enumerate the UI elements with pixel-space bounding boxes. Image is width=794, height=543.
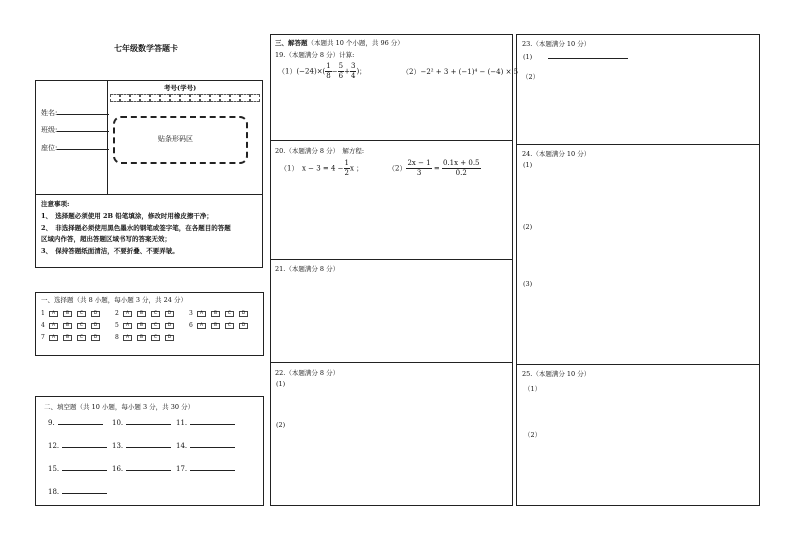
q23-part-label: （2） — [522, 73, 540, 81]
fill-item[interactable] — [176, 420, 235, 427]
student-field-name[interactable]: 姓名: — [41, 110, 109, 117]
q25-part-label: （2） — [524, 431, 542, 439]
q20-title: 20.（本题满分 8 分） 解方程: — [275, 147, 365, 155]
q22-title: 22.（本题满分 8 分） — [275, 369, 340, 377]
exam-number-cell[interactable] — [170, 94, 180, 102]
choice-question-number: 1 — [41, 310, 45, 317]
divider-24-25 — [516, 364, 760, 365]
choice-bubble-b[interactable]: B — [63, 311, 72, 317]
choice-bubble-c[interactable]: C — [77, 335, 86, 341]
student-field-class[interactable]: 班级: — [41, 127, 109, 134]
fill-answer-blank[interactable] — [62, 470, 107, 471]
choice-question-number: 2 — [115, 310, 119, 317]
choice-question-number: 5 — [115, 322, 119, 329]
choice-bubble-b[interactable]: B — [137, 335, 146, 341]
fill-item-number: 10. — [112, 419, 124, 427]
fill-item-number: 15. — [48, 465, 60, 473]
fill-item[interactable] — [112, 420, 171, 427]
exam-number-cell[interactable] — [160, 94, 170, 102]
choice-bubble-a[interactable]: A — [49, 311, 58, 317]
q20-part2: （2） $\frac{2x - 1}{3}$ = $\frac{0.1x + 0.5}{0.2}$ — [388, 159, 480, 177]
choice-bubble-d[interactable]: D — [239, 323, 248, 329]
q23-title: 23.（本题满分 10 分） — [522, 40, 591, 48]
answer-section-right — [516, 34, 760, 506]
choice-question-number: 7 — [41, 334, 45, 341]
exam-number-cell[interactable] — [230, 94, 240, 102]
choice-bubble-a[interactable]: A — [123, 335, 132, 341]
choice-bubble-b[interactable]: B — [211, 311, 220, 317]
exam-number-cell[interactable] — [200, 94, 210, 102]
choice-question-number: 8 — [115, 334, 119, 341]
q22-part-label: (2) — [276, 421, 286, 429]
fill-item[interactable] — [48, 420, 103, 427]
exam-number-cell[interactable] — [150, 94, 160, 102]
q24-title: 24.（本题满分 10 分） — [522, 150, 591, 158]
choice-bubble-b[interactable]: B — [63, 323, 72, 329]
notes-heading: 注意事项: — [41, 200, 70, 208]
info-divider-h — [35, 194, 263, 195]
student-field-seat[interactable]: 座位: — [41, 145, 109, 152]
choice-bubble-c[interactable]: C — [151, 323, 160, 329]
fill-item-number: 14. — [176, 442, 188, 450]
choice-bubble-d[interactable]: D — [165, 335, 174, 341]
choice-bubble-d[interactable]: D — [91, 311, 100, 317]
exam-number-cell[interactable] — [210, 94, 220, 102]
choice-bubble-c[interactable]: C — [225, 323, 234, 329]
divider-23-24 — [516, 144, 760, 145]
choice-bubble-d[interactable]: D — [165, 311, 174, 317]
fill-item-number: 18. — [48, 488, 60, 496]
choice-bubble-a[interactable]: A — [123, 323, 132, 329]
q19-title: 19.（本题满分 8 分）计算: — [275, 51, 355, 59]
exam-number-cell[interactable] — [110, 94, 120, 102]
class-blank[interactable] — [57, 131, 109, 132]
barcode-label: 贴条形码区 — [158, 135, 193, 143]
divider-19-20 — [270, 140, 513, 141]
choice-bubble-b[interactable]: B — [137, 323, 146, 329]
exam-number-cell[interactable] — [190, 94, 200, 102]
exam-number-cell[interactable] — [240, 94, 250, 102]
fill-answer-blank[interactable] — [190, 470, 235, 471]
choice-question-number: 4 — [41, 322, 45, 329]
exam-number-label: 考号(学号) — [164, 84, 197, 92]
fill-answer-area[interactable] — [40, 415, 260, 505]
choice-bubble-b[interactable]: B — [63, 335, 72, 341]
fill-item-number: 16. — [112, 465, 124, 473]
choice-bubble-c[interactable]: C — [77, 311, 86, 317]
q25-part-label: （1） — [524, 385, 542, 393]
choice-bubble-c[interactable]: C — [151, 335, 160, 341]
exam-number-cell[interactable] — [130, 94, 140, 102]
exam-number-cell[interactable] — [140, 94, 150, 102]
fill-answer-blank[interactable] — [126, 470, 171, 471]
note-item: 2、 非选择题必须使用黑色墨水的钢笔或签字笔，在各题目的答题 — [41, 224, 231, 232]
note-item: 1、 选择题必须使用 2B 铅笔填涂，修改时用橡皮擦干净； — [41, 212, 213, 220]
choice-bubble-b[interactable]: B — [137, 311, 146, 317]
q19-part2: （2）−2² + 3 + (−1)⁴ − (−4) × 5 — [402, 68, 519, 76]
q19-part1: （1）(−24)×( $\frac{1}{8}$ − $\frac{5}{6}$ + $\frac{3}{4}$ )； — [278, 62, 367, 80]
fill-item[interactable] — [112, 443, 171, 450]
name-blank[interactable] — [57, 114, 109, 115]
section3-heading: 三、解答题（本题共 10 个小题，共 96 分） — [275, 39, 404, 47]
q23-answer-blank[interactable] — [548, 58, 628, 59]
exam-number-cell[interactable] — [250, 94, 260, 102]
fill-answer-blank[interactable] — [190, 424, 235, 425]
seat-blank[interactable] — [57, 149, 109, 150]
q25-title: 25.（本题满分 10 分） — [522, 370, 591, 378]
choice-question-number: 3 — [189, 310, 193, 317]
choice-bubble-c[interactable]: C — [77, 323, 86, 329]
fill-answer-blank[interactable] — [58, 424, 103, 425]
choice-bubble-c[interactable]: C — [151, 311, 160, 317]
note-item: 3、 保持答题纸面清洁，不要折叠、不要弄皱。 — [41, 247, 179, 255]
choice-question-number: 6 — [189, 322, 193, 329]
choice-heading: 一、选择题（共 8 小题，每小题 3 分，共 24 分） — [41, 296, 187, 304]
info-divider-v — [107, 80, 108, 194]
fill-item[interactable] — [48, 466, 107, 473]
q23-part-label: (1) — [523, 54, 628, 61]
fill-item-number: 17. — [176, 465, 188, 473]
fill-answer-blank[interactable] — [62, 493, 107, 494]
note-item: 区域内作答，超出答题区域书写的答案无效； — [41, 235, 171, 243]
q24-part-label: (3) — [523, 280, 533, 288]
fill-answer-blank[interactable] — [190, 447, 235, 448]
page-title: 七年级数学答题卡 — [114, 43, 178, 53]
q24-part-label: (1) — [523, 161, 533, 169]
fill-answer-blank[interactable] — [62, 447, 107, 448]
choice-bubble-c[interactable]: C — [225, 311, 234, 317]
fill-item-number: 9. — [48, 419, 55, 427]
choice-bubble-d[interactable]: D — [165, 323, 174, 329]
fill-heading: 二、填空题（共 10 小题，每小题 3 分，共 30 分） — [44, 403, 195, 411]
exam-number-cell[interactable] — [120, 94, 130, 102]
q20-part1: （1） x − 3 = 4 − $\frac{1}{2}$ x ； — [280, 159, 364, 177]
fill-item[interactable] — [176, 443, 235, 450]
q22-part-label: (1) — [276, 380, 286, 388]
divider-21-22 — [270, 362, 513, 363]
choice-bubble-a[interactable]: A — [49, 323, 58, 329]
fill-item[interactable] — [112, 466, 171, 473]
exam-number-grid[interactable] — [110, 94, 260, 103]
fill-item-number: 12. — [48, 442, 60, 450]
choice-answer-grid[interactable] — [38, 308, 258, 344]
fill-item-number: 11. — [176, 419, 188, 427]
fill-answer-blank[interactable] — [126, 424, 171, 425]
exam-number-cell[interactable] — [220, 94, 230, 102]
q21-title: 21.（本题满分 8 分） — [275, 265, 340, 273]
choice-bubble-d[interactable]: D — [239, 311, 248, 317]
choice-bubble-a[interactable]: A — [123, 311, 132, 317]
choice-bubble-a[interactable]: A — [197, 323, 206, 329]
fill-item-number: 13. — [112, 442, 124, 450]
divider-20-21 — [270, 259, 513, 260]
fill-item[interactable] — [48, 489, 107, 496]
fill-item[interactable] — [48, 443, 107, 450]
choice-bubble-b[interactable]: B — [211, 323, 220, 329]
exam-number-cell[interactable] — [180, 94, 190, 102]
choice-bubble-a[interactable]: A — [49, 335, 58, 341]
choice-bubble-d[interactable]: D — [91, 335, 100, 341]
choice-bubble-d[interactable]: D — [91, 323, 100, 329]
q24-part-label: (2) — [523, 223, 533, 231]
choice-bubble-a[interactable]: A — [197, 311, 206, 317]
fill-item[interactable] — [176, 466, 235, 473]
fill-answer-blank[interactable] — [126, 447, 171, 448]
